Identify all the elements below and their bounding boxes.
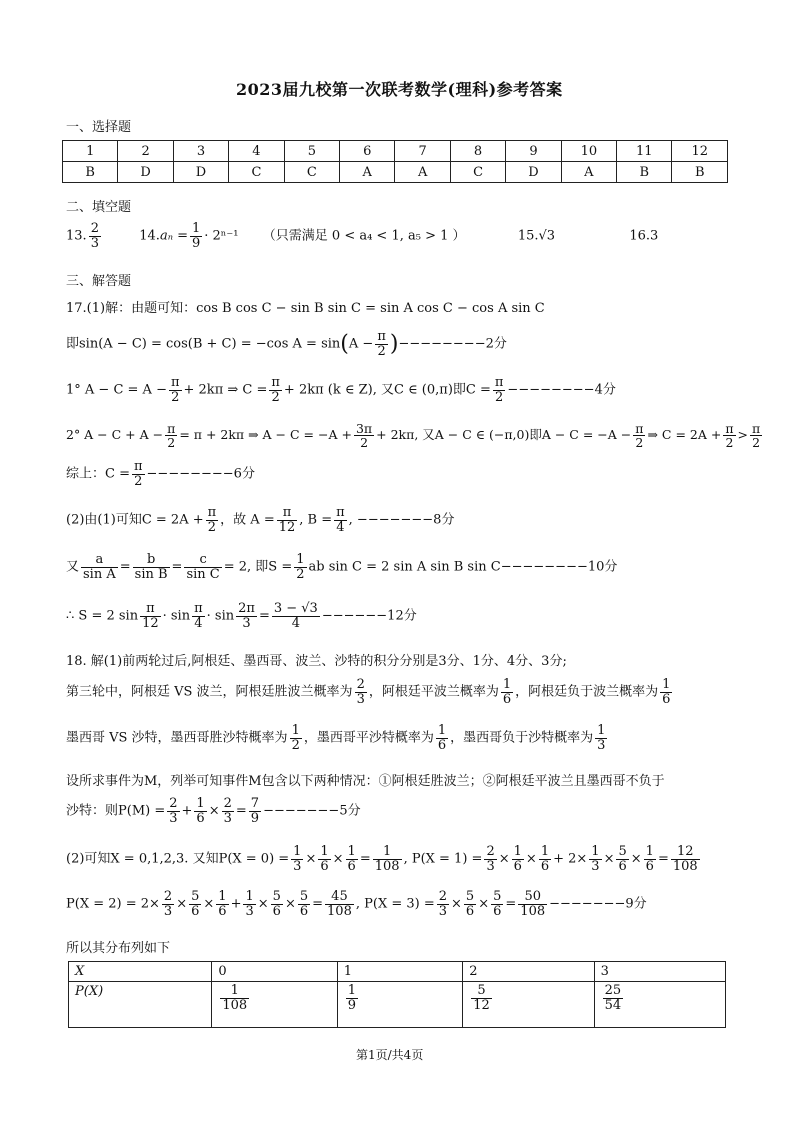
q17-line-5: 综上：C = $\frac{\pi}{2}$ −−−−−−−−6分 [66,459,255,489]
dist-header-cell: X [75,964,85,979]
q14-note: （只需满足 0 < a₄ < 1, a₅ > 1 ） [262,228,466,244]
q17-line-8: ∴ S = 2 sin $\frac{\pi}{12}$ · sin $\frac{\pi}{4}$ · sin $\frac{2\pi}{3}$ = $\frac{3 - √3}{4}$ −−−−−−12分 [66,601,417,631]
distribution-prob-row [69,982,726,1028]
q13-fraction: $\frac{2}{3}$ [90,221,99,251]
q14-label: 14. [139,228,160,244]
choice-answer-table [62,140,728,183]
q18-line-8: 所以其分布列如下 [66,941,171,956]
dist-row-label: P(X) [75,984,104,999]
section-choice-heading: 一、选择题 [66,120,132,135]
dist-header-cell: 3 [594,962,725,982]
choice-answer-cell: C [450,162,505,183]
choice-number-cell: 2 [118,141,173,162]
q17-line-4: 2° A − C + A − $\frac{\pi}{2}$ = π + 2kπ ⇒ A − C = −A + $\frac{3\pi}{2}$ + 2kπ, 又A − C ∈ (−π,0)即A − C = −A − $\frac{\pi}{2}$ ⇒ C = 2A + $\frac{\pi}{2}$ > $\frac{\pi}{2}$ [66,421,761,451]
choice-number-cell: 10 [561,141,616,162]
q14-fraction: $\frac{1}{9}$ [191,221,201,251]
dist-header-cell: 2 [463,962,594,982]
choice-answer-cell: B [617,162,672,183]
distribution-header-row [69,962,726,982]
dist-prob-cell: $\frac{1}{9}$ [347,983,357,1013]
dist-prob-cell: $\frac{5}{12}$ [473,983,490,1013]
q17-line-3: 1° A − C = A − $\frac{\pi}{2}$ + 2kπ ⇒ C = $\frac{\pi}{2}$ + 2kπ (k ∈ Z), 又C ∈ (0,π)即C = $\frac{\pi}{2}$ −−−−−−−−4分 [66,375,616,405]
q17-line-7: 又 $\frac{a}{\text{sin A}}$ = $\frac{b}{\text{sin B}}$ = $\frac{c}{\text{sin C}}$ = 2, 即S = $\frac{1}{2}$ ab sin C = 2 sin A sin B sin C−−−−−−−−10分 [66,552,618,582]
q17-line-1: 17.(1)解：由题可知：cos B cos C − sin B sin C = sin A cos C − cos A sin C [66,301,545,316]
q16-answer: 16.3 [629,228,659,244]
q18-line-3: 墨西哥 VS 沙特，墨西哥胜沙特概率为 $\frac{1}{2}$ ，墨西哥平沙特概率为 $\frac{1}{6}$ ，墨西哥负于沙特概率为 $\frac{1}{3}$ [66,723,606,753]
q17-line-2: 即sin(A − C) = cos(B + C) = −cos A = sin(A − $\frac{\pi}{2}$ )−−−−−−−−2分 [66,329,507,359]
dist-header-cell: 1 [337,962,462,982]
choice-number-cell: 7 [395,141,450,162]
choice-answer-cell: D [118,162,173,183]
q14-rhs: · 2ⁿ⁻¹ [204,228,239,244]
choice-answer-cell: A [395,162,450,183]
q17-line-6: (2)由(1)可知C = 2A + $\frac{\pi}{2}$ ，故 A = $\frac{\pi}{12}$ , B = $\frac{\pi}{4}$ , −−−−−−−8分 [66,505,455,535]
q18-line-7: P(X = 2) = 2× $\frac{2}{3}$ × $\frac{5}{6}$ × $\frac{1}{6}$ + $\frac{1}{3}$ × $\frac{5}{6}$ × $\frac{5}{6}$ = $\frac{45}{108}$ , P(X = 3) = $\frac{2}{3}$ × $\frac{5}{6}$ × $\frac{5}{6}$ = $\frac{50}{108}$ −−−−−−−9分 [66,889,647,919]
choice-answer-cell: A [340,162,395,183]
page-footer: 第1页/共4页 [356,1048,424,1062]
dist-prob-cell: $\frac{25}{54}$ [604,983,622,1013]
choice-answer-cell: D [506,162,561,183]
choice-number-cell: 6 [340,141,395,162]
choice-number-cell: 3 [173,141,228,162]
choice-number-cell: 12 [672,141,728,162]
choice-number-cell: 4 [229,141,284,162]
q13-label: 13. [66,228,87,244]
choice-answer-row [63,162,728,183]
choice-answer-cell: A [561,162,616,183]
choice-number-cell: 5 [284,141,339,162]
q18-line-6: (2)可知X = 0,1,2,3. 又知P(X = 0) = $\frac{1}{3}$ × $\frac{1}{6}$ × $\frac{1}{6}$ = $\frac{1}{108}$ , P(X = 1) = $\frac{2}{3}$ × $\frac{1}{6}$ × $\frac{1}{6}$ + 2× $\frac{1}{3}$ × $\frac{5}{6}$ × $\frac{1}{6}$ = $\frac{12}{108}$ [66,844,698,874]
q18-line-1: 18. 解(1)前两轮过后,阿根廷、墨西哥、波兰、沙特的积分分别是3分、1分、4分、3分; [66,654,567,669]
page-title: 2023届九校第一次联考数学(理科)参考答案 [236,80,563,99]
section-solution-heading: 三、解答题 [66,274,132,289]
q18-line-4: 设所求事件为M，列举可知事件M包含以下两种情况：①阿根廷胜波兰；②阿根廷平波兰且墨西哥不负于 [66,774,665,789]
choice-number-cell: 8 [450,141,505,162]
choice-number-row [63,141,728,162]
choice-number-cell: 11 [617,141,672,162]
q15-answer: 15.√3 [517,228,556,244]
choice-answer-cell: C [284,162,339,183]
section-fill-heading: 二、填空题 [66,200,132,215]
choice-answer-cell: C [229,162,284,183]
choice-number-cell: 1 [63,141,118,162]
q18-line-5: 沙特：则P(M) = $\frac{2}{3}$ + $\frac{1}{6}$ × $\frac{2}{3}$ = $\frac{7}{9}$ −−−−−−−5分 [66,796,361,826]
dist-header-cell: 0 [212,962,337,982]
fill-answers-line [66,222,658,250]
choice-answer-cell: B [63,162,118,183]
q18-line-2: 第三轮中，阿根廷 VS 波兰，阿根廷胜波兰概率为 $\frac{2}{3}$ ，阿根廷平波兰概率为 $\frac{1}{6}$ ，阿根廷负于波兰概率为 $\frac{1}{6}$ [66,677,671,707]
dist-prob-cell: $\frac{1}{108}$ [222,983,248,1013]
choice-number-cell: 9 [506,141,561,162]
choice-answer-cell: B [672,162,728,183]
distribution-table [68,961,726,1028]
choice-answer-cell: D [173,162,228,183]
q14-lhs: aₙ = [159,228,188,244]
